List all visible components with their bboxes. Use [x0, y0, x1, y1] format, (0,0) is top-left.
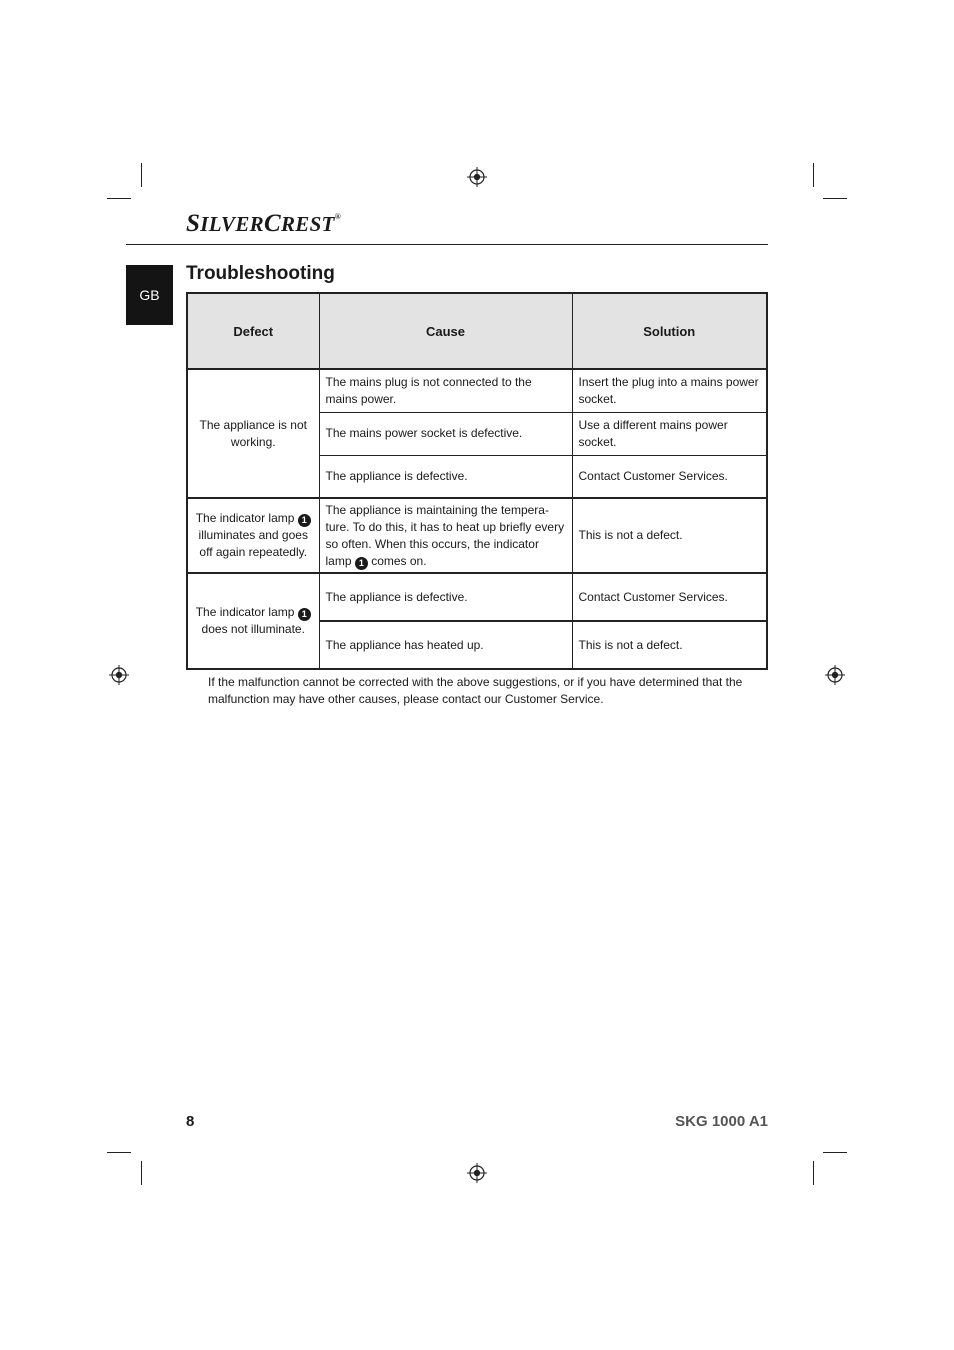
cause-cell: The appliance has heated up.	[319, 621, 572, 669]
crop-mark	[141, 1161, 142, 1185]
registration-mark-icon	[467, 167, 487, 187]
language-tab: GB	[126, 265, 173, 325]
crop-mark	[107, 198, 131, 199]
table-row	[187, 498, 767, 573]
solution-cell: Contact Customer Services.	[572, 573, 767, 621]
table-row	[187, 573, 767, 621]
solution-cell: Insert the plug into a mains power socket.	[572, 369, 767, 412]
crop-mark	[107, 1152, 131, 1153]
page-title: Troubleshooting	[186, 263, 335, 284]
table-row	[187, 369, 767, 412]
defect-cell: The appliance is not working.	[187, 369, 319, 498]
solution-cell: This is not a defect.	[572, 498, 767, 573]
registration-mark-icon	[825, 665, 845, 685]
indicator-lamp-ref-icon: 1	[355, 557, 368, 570]
cause-cell: The appliance is defective.	[319, 573, 572, 621]
registration-mark-icon	[467, 1163, 487, 1183]
cause-cell: The appliance is defective.	[319, 455, 572, 498]
defect-cell: The indicator lamp 1 illuminates and goes off again repeatedly.	[187, 498, 319, 573]
crop-mark	[813, 1161, 814, 1185]
header-divider	[126, 244, 768, 245]
crop-mark	[141, 163, 142, 187]
column-header-solution: Solution	[572, 293, 767, 369]
column-header-cause: Cause	[319, 293, 572, 369]
model-number: SKG 1000 A1	[675, 1113, 768, 1130]
column-header-defect: Defect	[187, 293, 319, 369]
indicator-lamp-ref-icon: 1	[298, 514, 311, 527]
page-number: 8	[186, 1113, 195, 1130]
solution-cell: Use a different mains power socket.	[572, 412, 767, 455]
troubleshooting-table	[186, 292, 768, 670]
cause-cell: The appliance is maintaining the temperature. To do this, it has to heat up briefly every so often. When this occurs, the indicator lamp 1 comes on.	[319, 498, 572, 573]
table-header-row	[187, 293, 767, 369]
solution-cell: Contact Customer Services.	[572, 455, 767, 498]
solution-cell: This is not a defect.	[572, 621, 767, 669]
indicator-lamp-ref-icon: 1	[298, 608, 311, 621]
cause-cell: The mains plug is not connected to the mains power.	[319, 369, 572, 412]
crop-mark	[823, 1152, 847, 1153]
cause-cell: The mains power socket is defective.	[319, 412, 572, 455]
defect-cell: The indicator lamp 1 does not illuminate.	[187, 573, 319, 669]
crop-mark	[813, 163, 814, 187]
crop-mark	[823, 198, 847, 199]
registration-mark-icon	[109, 665, 129, 685]
brand-logo: SILVERCREST®	[186, 210, 341, 237]
footnote-text: If the malfunction cannot be corrected with the above suggestions, or if you have determined that the malfunction may have other causes, please contact our Customer Service.	[208, 675, 743, 706]
